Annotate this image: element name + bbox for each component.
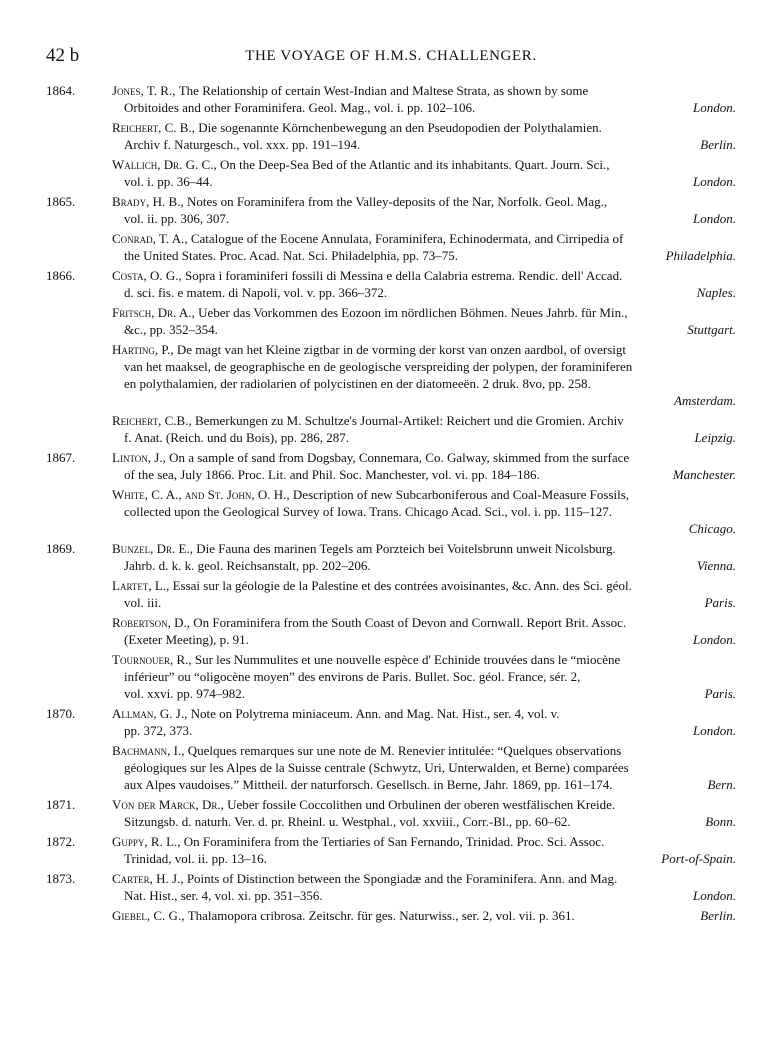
entry-author: Giebel, C. G., (112, 908, 188, 923)
entry-place: Amsterdam. (674, 393, 736, 408)
entry-text: vol. i. pp. 36–44. (124, 174, 213, 189)
entry-text: f. Anat. (Reich. und du Bois), pp. 286, 287. (124, 430, 349, 445)
entry-text: van het maaksel, de geographische en de geologische verspreiding der polypen, der foraminiferen (124, 359, 633, 374)
entry-place: London. (693, 174, 736, 189)
entry-line (112, 887, 736, 904)
bibliography-entry (46, 705, 736, 739)
entry-year: 1867. (46, 450, 76, 465)
entry-author: Jones, T. R., (112, 83, 179, 98)
bibliography-entry (46, 449, 736, 483)
entry-line (112, 614, 736, 631)
entry-year: 1864. (46, 83, 76, 98)
entry-line (112, 392, 736, 409)
entry-author: Costa, O. G., (112, 268, 185, 283)
entry-place: Port-of-Spain. (661, 851, 736, 866)
entry-text: Orbitoides and other Foraminifera. Geol. Mag., vol. i. pp. 102–106. (124, 100, 476, 115)
entry-line (112, 503, 736, 520)
entry-line (112, 813, 736, 830)
entry-text: Jahrb. d. k. k. geol. Reichsanstalt, pp. 202–206. (124, 558, 371, 573)
entry-title-text: Fritsch, Dr. A., Ueber das Vorkommen des Eozoon im nördlichen Böhmen. Neues Jahrb. für Min., (112, 305, 628, 320)
entry-title-text: Lartet, L., Essai sur la géologie de la Palestine et des contrées avoisinantes, &c. Ann. des Sci. géol. (112, 578, 632, 593)
entry-line (112, 486, 736, 503)
entry-line (112, 156, 736, 173)
entry-line (112, 267, 736, 284)
entry-author: Allman, G. J., (112, 706, 191, 721)
entry-place: Chicago. (688, 521, 736, 536)
entry-line (112, 557, 736, 574)
entry-text: Archiv f. Naturgesch., vol. xxx. pp. 191–194. (124, 137, 361, 152)
entry-place: Berlin. (700, 137, 736, 152)
entry-line (112, 99, 736, 116)
entry-line (112, 119, 736, 136)
bibliography-entry (46, 540, 736, 574)
entry-text: Sitzungsb. d. naturh. Ver. d. pr. Rheinl. u. Westphal., vol. xxviii., Corr.-Bl., pp. 60–62. (124, 814, 571, 829)
bibliography-entry (46, 796, 736, 830)
entry-year: 1872. (46, 834, 76, 849)
entry-title-text: Allman, G. J., Note on Polytrema miniaceum. Ann. and Mag. Nat. Hist., ser. 4, vol. v. (112, 706, 560, 721)
entry-author: Conrad, T. A., (112, 231, 191, 246)
page-number: 42 b (46, 45, 80, 66)
entry-author: Von der Marck, Dr., (112, 797, 228, 812)
entry-title-text: Linton, J., On a sample of sand from Dogsbay, Connemara, Co. Galway, skimmed from the surface (112, 450, 630, 465)
entry-year: 1865. (46, 194, 76, 209)
entry-title-text: Costa, O. G., Sopra i foraminiferi fossili di Messina e della Calabria estrema. Rendic. dell' Accad. (112, 268, 623, 283)
bibliography-entry (46, 82, 736, 116)
entry-text: aux Alpes vaudoises.” Mittheil. der naturforsch. Gesellsch. in Berne, Jahr. 1869, pp. 161–174. (124, 777, 613, 792)
entry-line (112, 870, 736, 887)
bibliography-entry (46, 870, 736, 904)
bibliography-entry (46, 119, 736, 153)
entry-line (112, 776, 736, 793)
entry-text: vol. xxvi. pp. 974–982. (124, 686, 245, 701)
entry-text: géologiques sur les Alpes de la Suisse centrale (Schwytz, Uri, Unterwalden, et Berne) comparées (124, 760, 629, 775)
entry-year: 1869. (46, 541, 76, 556)
entry-line (112, 833, 736, 850)
bibliography-entry (46, 267, 736, 301)
entry-title-text: Reichert, C. B., Die sogenannte Körnchenbewegung an den Pseudopodien der Polythalamien. (112, 120, 602, 135)
entry-year: 1866. (46, 268, 76, 283)
entry-author: Reichert, C. B., (112, 120, 199, 135)
entry-title-text: Harting, P., De magt van het Kleine zigtbar in de vorming der korst van onzen aardbol, of oversigt (112, 342, 626, 357)
entry-line (112, 247, 736, 264)
entry-text: &c., pp. 352–354. (124, 322, 218, 337)
bibliography-entry (46, 833, 736, 867)
entry-line (112, 722, 736, 739)
entry-line (112, 230, 736, 247)
entry-text: collected upon the Geological Survey of Iowa. Trans. Chicago Acad. Sci., vol. i. pp. 115–127. (124, 504, 613, 519)
entry-author: Lartet, L., (112, 578, 173, 593)
entry-place: Stuttgart. (687, 322, 736, 337)
bibliography-list (46, 82, 736, 927)
entry-author: Fritsch, Dr. A., (112, 305, 199, 320)
entry-text: pp. 372, 373. (124, 723, 193, 738)
entry-line (112, 304, 736, 321)
entry-line (112, 520, 736, 537)
entry-title-text: Wallich, Dr. G. C., On the Deep-Sea Bed of the Atlantic and its inhabitants. Quart. Journ. Sci., (112, 157, 610, 172)
entry-line (112, 173, 736, 190)
bibliography-entry (46, 412, 736, 446)
entry-line (112, 796, 736, 813)
entry-line (112, 850, 736, 867)
entry-year: 1871. (46, 797, 76, 812)
entry-author: Linton, J., (112, 450, 170, 465)
entry-text: vol. ii. pp. 306, 307. (124, 211, 230, 226)
entry-text: vol. iii. (124, 595, 162, 610)
entry-place: London. (693, 632, 736, 647)
entry-place: London. (693, 723, 736, 738)
entry-title-text: Jones, T. R., The Relationship of certain West-Indian and Maltese Strata, as shown by some (112, 83, 589, 98)
entry-place: Paris. (704, 595, 736, 610)
entry-text: en polythalamien, der radiolarien of polycistinen en der diatomeeën. 2 druk. 8vo, pp. 258. (124, 376, 591, 391)
bibliography-entry (46, 907, 736, 924)
entry-line (112, 321, 736, 338)
bibliography-entry (46, 341, 736, 409)
bibliography-entry (46, 614, 736, 648)
entry-author: Guppy, R. L., (112, 834, 184, 849)
entry-author: Robertson, D., (112, 615, 194, 630)
entry-place: Naples. (696, 285, 736, 300)
bibliography-entry (46, 193, 736, 227)
entry-line (112, 631, 736, 648)
entry-place: London. (693, 100, 736, 115)
entry-place: Philadelphia. (665, 248, 736, 263)
entry-place: Manchester. (672, 467, 736, 482)
entry-text: of the sea, July 1866. Proc. Lit. and Phil. Soc. Manchester, vol. vi. pp. 184–186. (124, 467, 540, 482)
entry-place: Bonn. (705, 814, 736, 829)
entry-line (112, 82, 736, 99)
entry-line (112, 136, 736, 153)
bibliography-entry (46, 742, 736, 793)
entry-title-text: Carter, H. J., Points of Distinction between the Spongiadæ and the Foraminifera. Ann. and Mag. (112, 871, 618, 886)
entry-title-text: Bachmann, I., Quelques remarques sur une note de M. Renevier intitulée: “Quelques observations (112, 743, 622, 758)
entry-place: Bern. (707, 777, 736, 792)
entry-line (112, 705, 736, 722)
entry-line (112, 759, 736, 776)
entry-line (112, 466, 736, 483)
entry-title-text: Reichert, C.B., Bemerkungen zu M. Schultze's Journal-Artikel: Reichert und die Gromien. Archiv (112, 413, 624, 428)
entry-place: London. (693, 211, 736, 226)
bibliography-entry (46, 486, 736, 537)
entry-line (112, 577, 736, 594)
entry-place: Paris. (704, 686, 736, 701)
entry-place: Leipzig. (694, 430, 736, 445)
entry-title-text: Robertson, D., On Foraminifera from the South Coast of Devon and Cornwall. Report Brit. Assoc. (112, 615, 627, 630)
entry-line (112, 594, 736, 611)
entry-line (112, 685, 736, 702)
entry-text: Trinidad, vol. ii. pp. 13–16. (124, 851, 267, 866)
entry-author: Carter, H. J., (112, 871, 187, 886)
entry-author: Reichert, C.B., (112, 413, 195, 428)
entry-place: London. (693, 888, 736, 903)
entry-line (112, 668, 736, 685)
entry-title-text: Conrad, T. A., Catalogue of the Eocene Annulata, Foraminifera, Echinodermata, and Cirripedia of (112, 231, 624, 246)
entry-author: White, C. A., and St. John, O. H., (112, 487, 293, 502)
entry-line (112, 907, 736, 924)
entry-line (112, 284, 736, 301)
bibliography-entry (46, 577, 736, 611)
entry-line (112, 412, 736, 429)
entry-line (112, 449, 736, 466)
entry-title-text: Tournouer, R., Sur les Nummulites et une nouvelle espèce d' Echinide trouvées dans le “miocène (112, 652, 621, 667)
entry-year: 1873. (46, 871, 76, 886)
entry-line (112, 429, 736, 446)
entry-title-text: Brady, H. B., Notes on Foraminifera from the Valley-deposits of the Nar, Norfolk. Geol. Mag., (112, 194, 608, 209)
entry-line (112, 358, 736, 375)
entry-text: Nat. Hist., ser. 4, vol. xi. pp. 351–356. (124, 888, 323, 903)
entry-line (112, 210, 736, 227)
entry-line (112, 742, 736, 759)
entry-title-text: Giebel, C. G., Thalamopora cribrosa. Zeitschr. für ges. Naturwiss., ser. 2, vol. vii. p. 361. (112, 908, 575, 923)
entry-author: Bachmann, I., (112, 743, 188, 758)
entry-author: Tournouer, R., (112, 652, 195, 667)
bibliography-entry (46, 230, 736, 264)
entry-line (112, 375, 736, 392)
entry-title-text: Von der Marck, Dr., Ueber fossile Coccolithen und Orbulinen der oberen westfälischen Kreide. (112, 797, 616, 812)
entry-author: Brady, H. B., (112, 194, 187, 209)
bibliography-entry (46, 156, 736, 190)
entry-text: the United States. Proc. Acad. Nat. Sci. Philadelphia, pp. 73–75. (124, 248, 458, 263)
entry-author: Bunzel, Dr. E., (112, 541, 197, 556)
entry-title-text: Bunzel, Dr. E., Die Fauna des marinen Tegels am Porzteich bei Voitelsbrunn unweit Nicolsburg. (112, 541, 616, 556)
entry-text: inférieur” ou “oligocène moyen” des environs de Paris. Bullet. Soc. géol. France, sér. 2, (124, 669, 581, 684)
entry-place: Vienna. (696, 558, 736, 573)
running-title: THE VOYAGE OF H.M.S. CHALLENGER. (245, 48, 537, 64)
entry-line (112, 341, 736, 358)
bibliography-entry (46, 651, 736, 702)
entry-title-text: Guppy, R. L., On Foraminifera from the Tertiaries of San Fernando, Trinidad. Proc. Sci. Assoc. (112, 834, 605, 849)
entry-text: (Exeter Meeting), p. 91. (124, 632, 249, 647)
bibliography-entry (46, 304, 736, 338)
entry-author: Wallich, Dr. G. C., (112, 157, 220, 172)
entry-place: Berlin. (700, 908, 736, 923)
entry-author: Harting, P., (112, 342, 177, 357)
entry-title-text: White, C. A., and St. John, O. H., Description of new Subcarboniferous and Coal-Measure Fossils, (112, 487, 630, 502)
entry-year: 1870. (46, 706, 76, 721)
entry-line (112, 193, 736, 210)
entry-line (112, 540, 736, 557)
entry-line (112, 651, 736, 668)
page-header (46, 44, 736, 68)
entry-text: d. sci. fis. e matem. di Napoli, vol. v. pp. 366–372. (124, 285, 388, 300)
